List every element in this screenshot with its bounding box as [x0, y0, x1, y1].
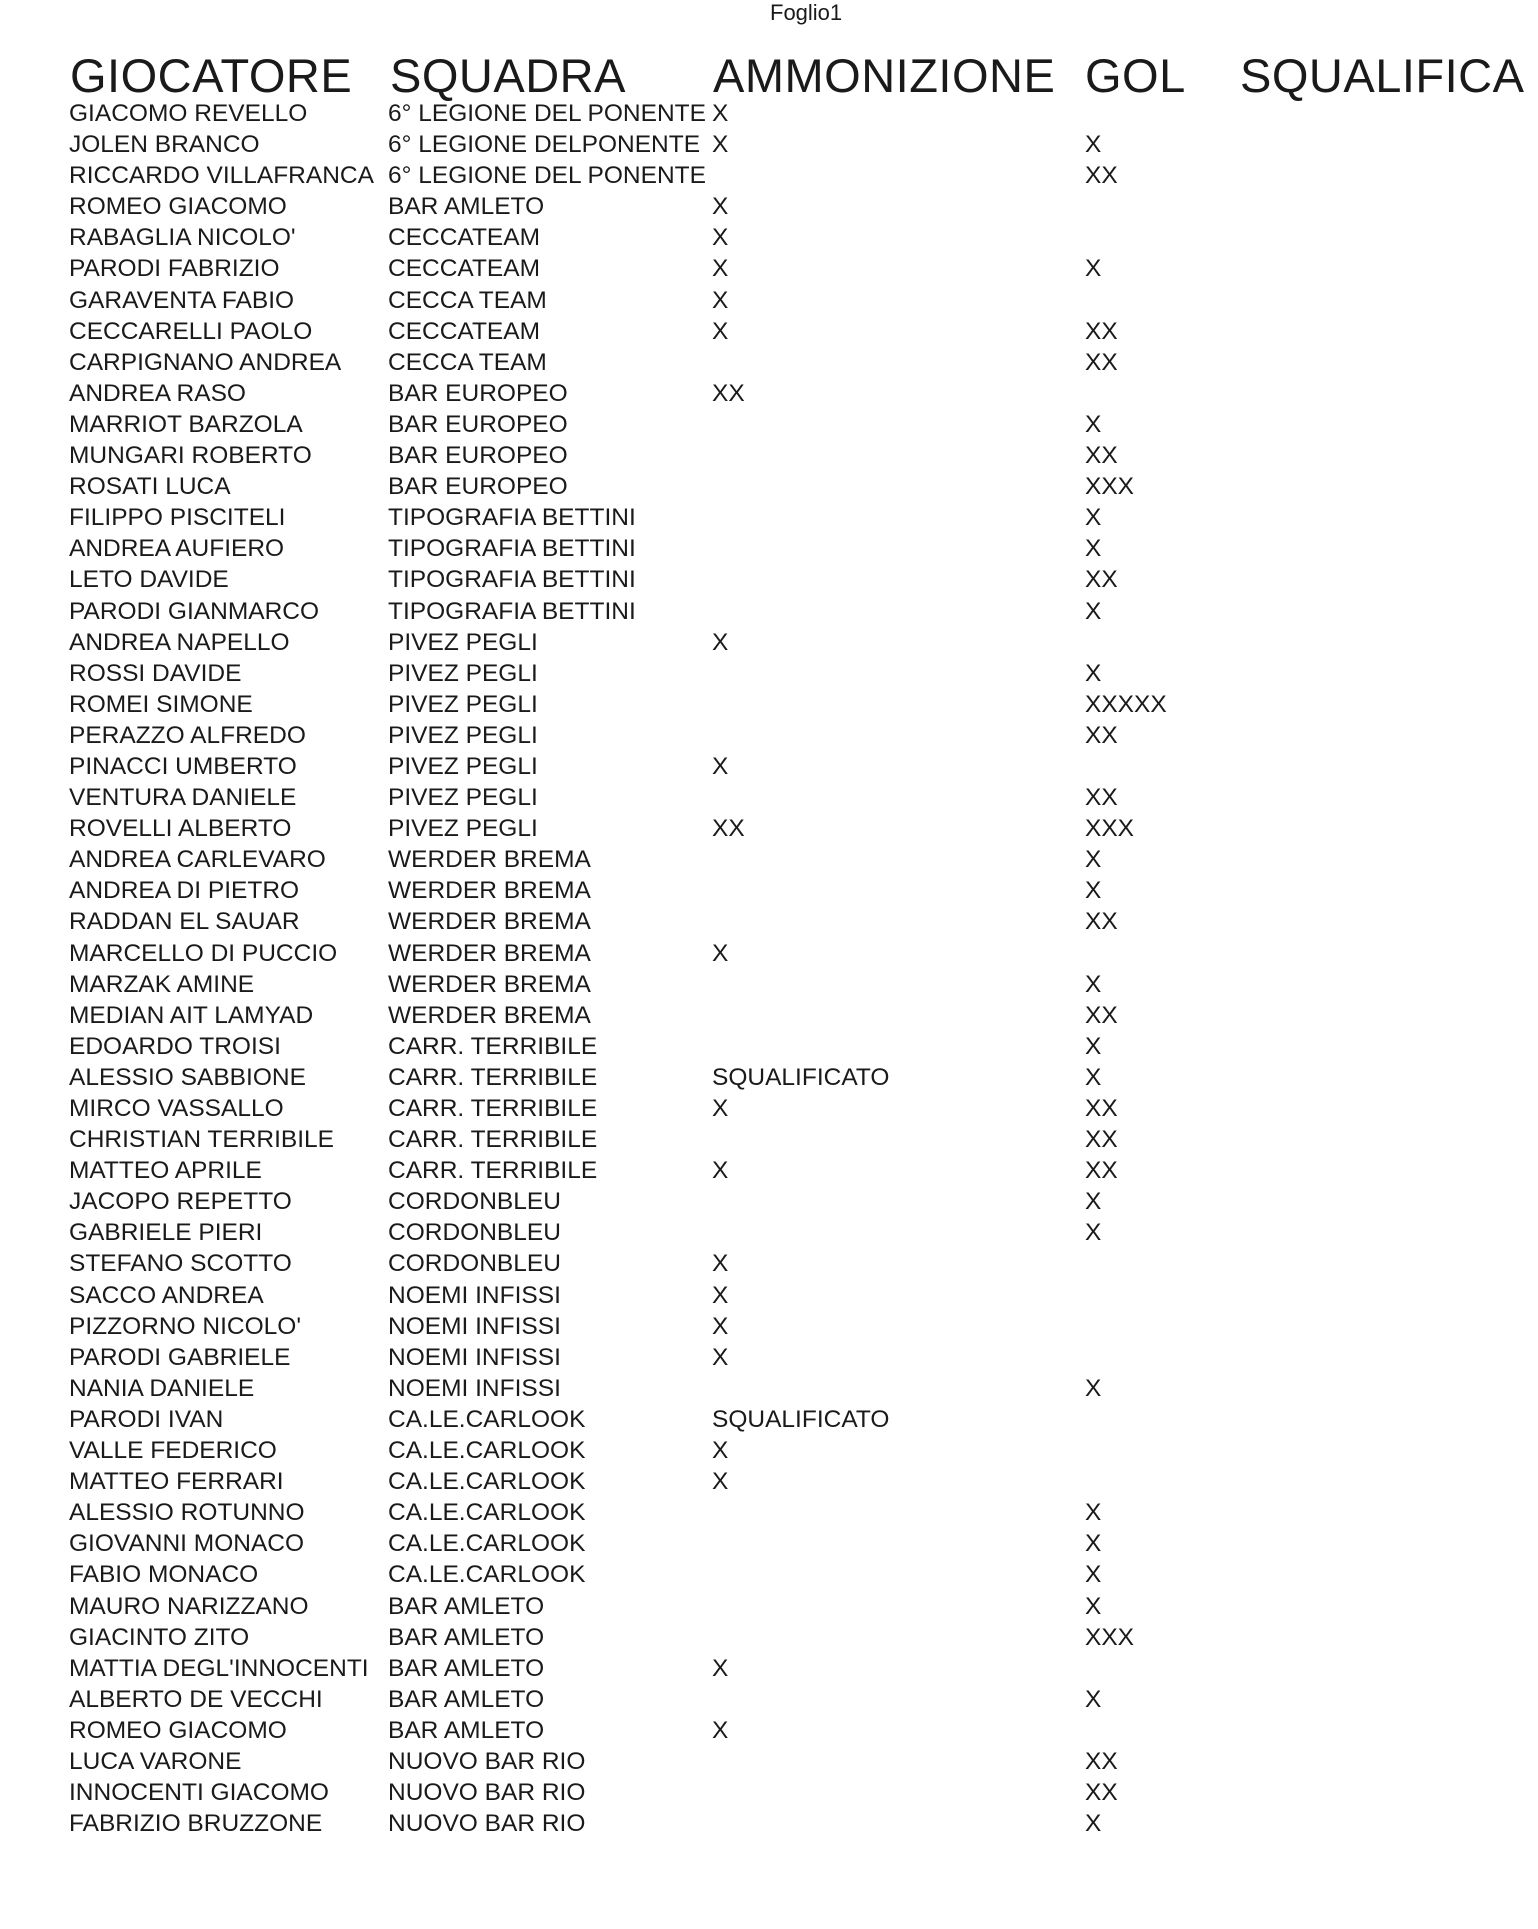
table-row: [0, 1373, 1538, 1404]
table-row: [0, 1248, 1538, 1279]
team-name: 6° LEGIONE DEL PONENTE: [388, 162, 706, 190]
player-name: MAURO NARIZZANO: [69, 1592, 309, 1620]
player-name: FABIO MONACO: [69, 1561, 259, 1589]
table-row: [0, 1062, 1538, 1093]
player-name: VENTURA DANIELE: [69, 784, 297, 812]
table-row: [0, 689, 1538, 720]
player-name: JACOPO REPETTO: [69, 1188, 292, 1216]
booking-mark: X: [712, 1250, 729, 1278]
team-name: NUOVO BAR RIO: [388, 1810, 586, 1838]
player-name: CECCARELLI PAOLO: [69, 317, 313, 345]
table-row: [0, 1528, 1538, 1559]
player-name: CHRISTIAN TERRIBILE: [69, 1126, 335, 1154]
booking-mark: XX: [712, 815, 745, 843]
team-name: CA.LE.CARLOOK: [388, 1530, 586, 1558]
booking-mark: X: [712, 1468, 729, 1496]
player-name: ANDREA DI PIETRO: [69, 877, 300, 905]
booking-mark: X: [712, 255, 729, 283]
goals-mark: XX: [1085, 1779, 1118, 1807]
booking-mark: X: [712, 752, 729, 780]
goals-mark: XX: [1085, 442, 1118, 470]
table-row: [0, 1497, 1538, 1528]
goals-mark: X: [1085, 255, 1102, 283]
column-headers: [70, 48, 1525, 104]
player-name: LETO DAVIDE: [69, 566, 229, 594]
table-row: [0, 1186, 1538, 1217]
player-name: PARODI GIANMARCO: [69, 597, 320, 625]
table-row: [0, 253, 1538, 284]
goals-mark: X: [1085, 846, 1102, 874]
player-name: INNOCENTI GIACOMO: [69, 1779, 329, 1807]
team-name: CARR. TERRIBILE: [388, 1157, 598, 1185]
table-row: [0, 1435, 1538, 1466]
table-row: [0, 627, 1538, 658]
table-row: [0, 191, 1538, 222]
goals-mark: X: [1085, 970, 1102, 998]
team-name: CA.LE.CARLOOK: [388, 1499, 586, 1527]
player-name: FILIPPO PISCITELI: [69, 504, 286, 532]
table-row: [0, 285, 1538, 316]
goals-mark: X: [1085, 504, 1102, 532]
goals-mark: XXX: [1085, 815, 1135, 843]
player-name: ROVELLI ALBERTO: [69, 815, 292, 843]
team-name: TIPOGRAFIA BETTINI: [388, 504, 636, 532]
team-name: BAR AMLETO: [388, 193, 545, 221]
team-name: WERDER BREMA: [388, 970, 591, 998]
player-name: ANDREA NAPELLO: [69, 628, 290, 656]
player-name: RADDAN EL SAUAR: [69, 908, 300, 936]
player-name: GIOVANNI MONACO: [69, 1530, 305, 1558]
team-name: 6° LEGIONE DELPONENTE: [388, 131, 701, 159]
table-row: [0, 938, 1538, 969]
goals-mark: XXX: [1085, 473, 1135, 501]
player-name: ROSSI DAVIDE: [69, 659, 242, 687]
table-row: [0, 1093, 1538, 1124]
booking-mark: SQUALIFICATO: [712, 1405, 890, 1433]
table-row: [0, 502, 1538, 533]
team-name: PIVEZ PEGLI: [388, 690, 538, 718]
goals-mark: X: [1085, 597, 1102, 625]
goals-mark: X: [1085, 1810, 1102, 1838]
player-name: ANDREA RASO: [69, 379, 246, 407]
players-table: [0, 98, 1538, 1839]
booking-mark: X: [712, 1654, 729, 1682]
team-name: TIPOGRAFIA BETTINI: [388, 535, 636, 563]
table-row: [0, 98, 1538, 129]
goals-mark: XXXXX: [1085, 690, 1167, 718]
team-name: PIVEZ PEGLI: [388, 815, 538, 843]
player-name: PINACCI UMBERTO: [69, 752, 297, 780]
goals-mark: XX: [1085, 317, 1118, 345]
header-player: GIOCATORE: [70, 49, 353, 102]
player-name: FABRIZIO BRUZZONE: [69, 1810, 323, 1838]
goals-mark: X: [1085, 1561, 1102, 1589]
table-row: [0, 440, 1538, 471]
team-name: BAR AMLETO: [388, 1654, 545, 1682]
table-row: [0, 844, 1538, 875]
player-name: SACCO ANDREA: [69, 1281, 264, 1309]
goals-mark: XXX: [1085, 1623, 1135, 1651]
table-row: [0, 1124, 1538, 1155]
player-name: GIACOMO REVELLO: [69, 100, 308, 127]
table-row: [0, 1217, 1538, 1248]
player-name: GIACINTO ZITO: [69, 1623, 250, 1651]
goals-mark: XX: [1085, 721, 1118, 749]
booking-mark: X: [712, 1281, 729, 1309]
team-name: 6° LEGIONE DEL PONENTE: [388, 100, 706, 127]
team-name: BAR EUROPEO: [388, 473, 568, 501]
table-row: [0, 1653, 1538, 1684]
player-name: ALESSIO ROTUNNO: [69, 1499, 305, 1527]
table-row: [0, 720, 1538, 751]
player-name: ROMEO GIACOMO: [69, 193, 287, 221]
player-name: ROSATI LUCA: [69, 473, 231, 501]
goals-mark: XX: [1085, 1001, 1118, 1029]
table-row: [0, 596, 1538, 627]
table-row: [0, 347, 1538, 378]
goals-mark: XX: [1085, 1095, 1118, 1122]
player-name: LUCA VARONE: [69, 1747, 242, 1775]
team-name: CA.LE.CARLOOK: [388, 1405, 586, 1433]
goals-mark: X: [1085, 1219, 1102, 1247]
table-row: [0, 782, 1538, 813]
table-row: [0, 1622, 1538, 1653]
goals-mark: XX: [1085, 1157, 1118, 1185]
goals-mark: XX: [1085, 908, 1118, 936]
team-name: CECCATEAM: [388, 317, 541, 345]
player-name: MARRIOT BARZOLA: [69, 410, 303, 438]
goals-mark: X: [1085, 1592, 1102, 1620]
goals-mark: X: [1085, 410, 1102, 438]
goals-mark: X: [1085, 1685, 1102, 1713]
player-name: GARAVENTA FABIO: [69, 286, 295, 314]
player-name: ANDREA AUFIERO: [69, 535, 285, 563]
team-name: CECCATEAM: [388, 255, 541, 283]
team-name: BAR AMLETO: [388, 1592, 545, 1620]
team-name: BAR AMLETO: [388, 1685, 545, 1713]
table-row: [0, 1591, 1538, 1622]
booking-mark: X: [712, 317, 729, 345]
booking-mark: X: [712, 100, 729, 127]
booking-mark: X: [712, 131, 729, 159]
table-row: [0, 409, 1538, 440]
player-name: EDOARDO TROISI: [69, 1032, 281, 1060]
team-name: WERDER BREMA: [388, 1001, 591, 1029]
team-name: TIPOGRAFIA BETTINI: [388, 597, 636, 625]
player-name: PARODI IVAN: [69, 1405, 224, 1433]
table-row: [0, 1342, 1538, 1373]
header-booking: AMMONIZIONE: [713, 49, 1056, 102]
table-row: [0, 969, 1538, 1000]
goals-mark: XX: [1085, 348, 1118, 376]
booking-mark: X: [712, 224, 729, 252]
table-row: [0, 1155, 1538, 1186]
player-name: GABRIELE PIERI: [69, 1219, 263, 1247]
table-row: [0, 1715, 1538, 1746]
team-name: WERDER BREMA: [388, 908, 591, 936]
player-name: MIRCO VASSALLO: [69, 1095, 284, 1122]
team-name: CA.LE.CARLOOK: [388, 1437, 586, 1465]
player-name: STEFANO SCOTTO: [69, 1250, 292, 1278]
team-name: WERDER BREMA: [388, 877, 591, 905]
booking-mark: X: [712, 1157, 729, 1185]
table-row: [0, 658, 1538, 689]
table-row: [0, 813, 1538, 844]
player-name: MATTIA DEGL'INNOCENTI: [69, 1654, 369, 1682]
team-name: CA.LE.CARLOOK: [388, 1561, 586, 1589]
table-row: [0, 222, 1538, 253]
goals-mark: X: [1085, 1032, 1102, 1060]
booking-mark: XX: [712, 379, 745, 407]
team-name: PIVEZ PEGLI: [388, 628, 538, 656]
goals-mark: XX: [1085, 1747, 1118, 1775]
player-name: MUNGARI ROBERTO: [69, 442, 312, 470]
booking-mark: X: [712, 1312, 729, 1340]
table-row: [0, 1311, 1538, 1342]
team-name: NOEMI INFISSI: [388, 1343, 561, 1371]
booking-mark: X: [712, 1095, 729, 1122]
team-name: CECCATEAM: [388, 224, 541, 252]
player-name: PERAZZO ALFREDO: [69, 721, 306, 749]
goals-mark: XX: [1085, 1126, 1118, 1154]
goals-mark: X: [1085, 1499, 1102, 1527]
booking-mark: X: [712, 939, 729, 967]
table-row: [0, 1280, 1538, 1311]
team-name: CECCA TEAM: [388, 286, 547, 314]
team-name: CARR. TERRIBILE: [388, 1126, 598, 1154]
team-name: BAR EUROPEO: [388, 410, 568, 438]
table-row: [0, 378, 1538, 409]
table-row: [0, 751, 1538, 782]
table-row: [0, 875, 1538, 906]
team-name: PIVEZ PEGLI: [388, 784, 538, 812]
goals-mark: X: [1085, 877, 1102, 905]
table-row: [0, 1031, 1538, 1062]
sheet-title: Foglio1: [770, 0, 843, 25]
table-row: [0, 533, 1538, 564]
table-row: [0, 1684, 1538, 1715]
player-name: ROMEO GIACOMO: [69, 1716, 287, 1744]
table-row: [0, 564, 1538, 595]
player-name: ROMEI SIMONE: [69, 690, 253, 718]
team-name: CORDONBLEU: [388, 1219, 561, 1247]
player-name: JOLEN BRANCO: [69, 131, 260, 159]
player-name: CARPIGNANO ANDREA: [69, 348, 342, 376]
team-name: NUOVO BAR RIO: [388, 1779, 586, 1807]
team-name: WERDER BREMA: [388, 846, 591, 874]
player-name: ALBERTO DE VECCHI: [69, 1685, 323, 1713]
table-row: [0, 1808, 1538, 1839]
booking-mark: X: [712, 286, 729, 314]
goals-mark: X: [1085, 535, 1102, 563]
goals-mark: X: [1085, 1374, 1102, 1402]
table-row: [0, 1777, 1538, 1808]
team-name: NOEMI INFISSI: [388, 1281, 561, 1309]
player-name: RICCARDO VILLAFRANCA: [69, 162, 374, 190]
player-name: PIZZORNO NICOLO': [69, 1312, 301, 1340]
player-name: PARODI FABRIZIO: [69, 255, 280, 283]
table-row: [0, 129, 1538, 160]
team-name: BAR AMLETO: [388, 1623, 545, 1651]
team-name: CECCA TEAM: [388, 348, 547, 376]
team-name: PIVEZ PEGLI: [388, 721, 538, 749]
team-name: NUOVO BAR RIO: [388, 1747, 586, 1775]
player-name: MARCELLO DI PUCCIO: [69, 939, 338, 967]
booking-mark: SQUALIFICATO: [712, 1063, 890, 1091]
team-name: WERDER BREMA: [388, 939, 591, 967]
player-name: VALLE FEDERICO: [69, 1437, 277, 1465]
table-row: [0, 316, 1538, 347]
table-row: [0, 1559, 1538, 1590]
table-row: [0, 160, 1538, 191]
table-row: [0, 1404, 1538, 1435]
player-name: ALESSIO SABBIONE: [69, 1063, 306, 1091]
team-name: NOEMI INFISSI: [388, 1312, 561, 1340]
team-name: BAR AMLETO: [388, 1716, 545, 1744]
booking-mark: X: [712, 628, 729, 656]
team-name: CORDONBLEU: [388, 1188, 561, 1216]
header-team: SQUADRA: [390, 49, 626, 102]
team-name: CORDONBLEU: [388, 1250, 561, 1278]
goals-mark: X: [1085, 131, 1102, 159]
player-name: MATTEO FERRARI: [69, 1468, 284, 1496]
player-name: NANIA DANIELE: [69, 1374, 255, 1402]
team-name: CARR. TERRIBILE: [388, 1032, 598, 1060]
team-name: CARR. TERRIBILE: [388, 1063, 598, 1091]
table-row: [0, 1466, 1538, 1497]
goals-mark: X: [1085, 1530, 1102, 1558]
player-name: ANDREA CARLEVARO: [69, 846, 326, 874]
booking-mark: X: [712, 1437, 729, 1465]
player-name: RABAGLIA NICOLO': [69, 224, 296, 252]
player-name: MARZAK AMINE: [69, 970, 255, 998]
player-name: MATTEO APRILE: [69, 1157, 262, 1185]
table-row: [0, 906, 1538, 937]
player-name: MEDIAN AIT LAMYAD: [69, 1001, 314, 1029]
booking-mark: X: [712, 193, 729, 221]
team-name: PIVEZ PEGLI: [388, 659, 538, 687]
goals-mark: XX: [1085, 566, 1118, 594]
team-name: CARR. TERRIBILE: [388, 1095, 598, 1122]
team-name: BAR EUROPEO: [388, 379, 568, 407]
goals-mark: X: [1085, 659, 1102, 687]
goals-mark: X: [1085, 1063, 1102, 1091]
team-name: CA.LE.CARLOOK: [388, 1468, 586, 1496]
team-name: TIPOGRAFIA BETTINI: [388, 566, 636, 594]
player-name: PARODI GABRIELE: [69, 1343, 291, 1371]
goals-mark: X: [1085, 1188, 1102, 1216]
table-row: [0, 1000, 1538, 1031]
table-row: [0, 471, 1538, 502]
booking-mark: X: [712, 1716, 729, 1744]
header-suspension: SQUALIFICA: [1240, 49, 1525, 102]
booking-mark: X: [712, 1343, 729, 1371]
goals-mark: XX: [1085, 162, 1118, 190]
team-name: BAR EUROPEO: [388, 442, 568, 470]
goals-mark: XX: [1085, 784, 1118, 812]
team-name: NOEMI INFISSI: [388, 1374, 561, 1402]
header-goals: GOL: [1085, 49, 1186, 102]
team-name: PIVEZ PEGLI: [388, 752, 538, 780]
table-row: [0, 1746, 1538, 1777]
